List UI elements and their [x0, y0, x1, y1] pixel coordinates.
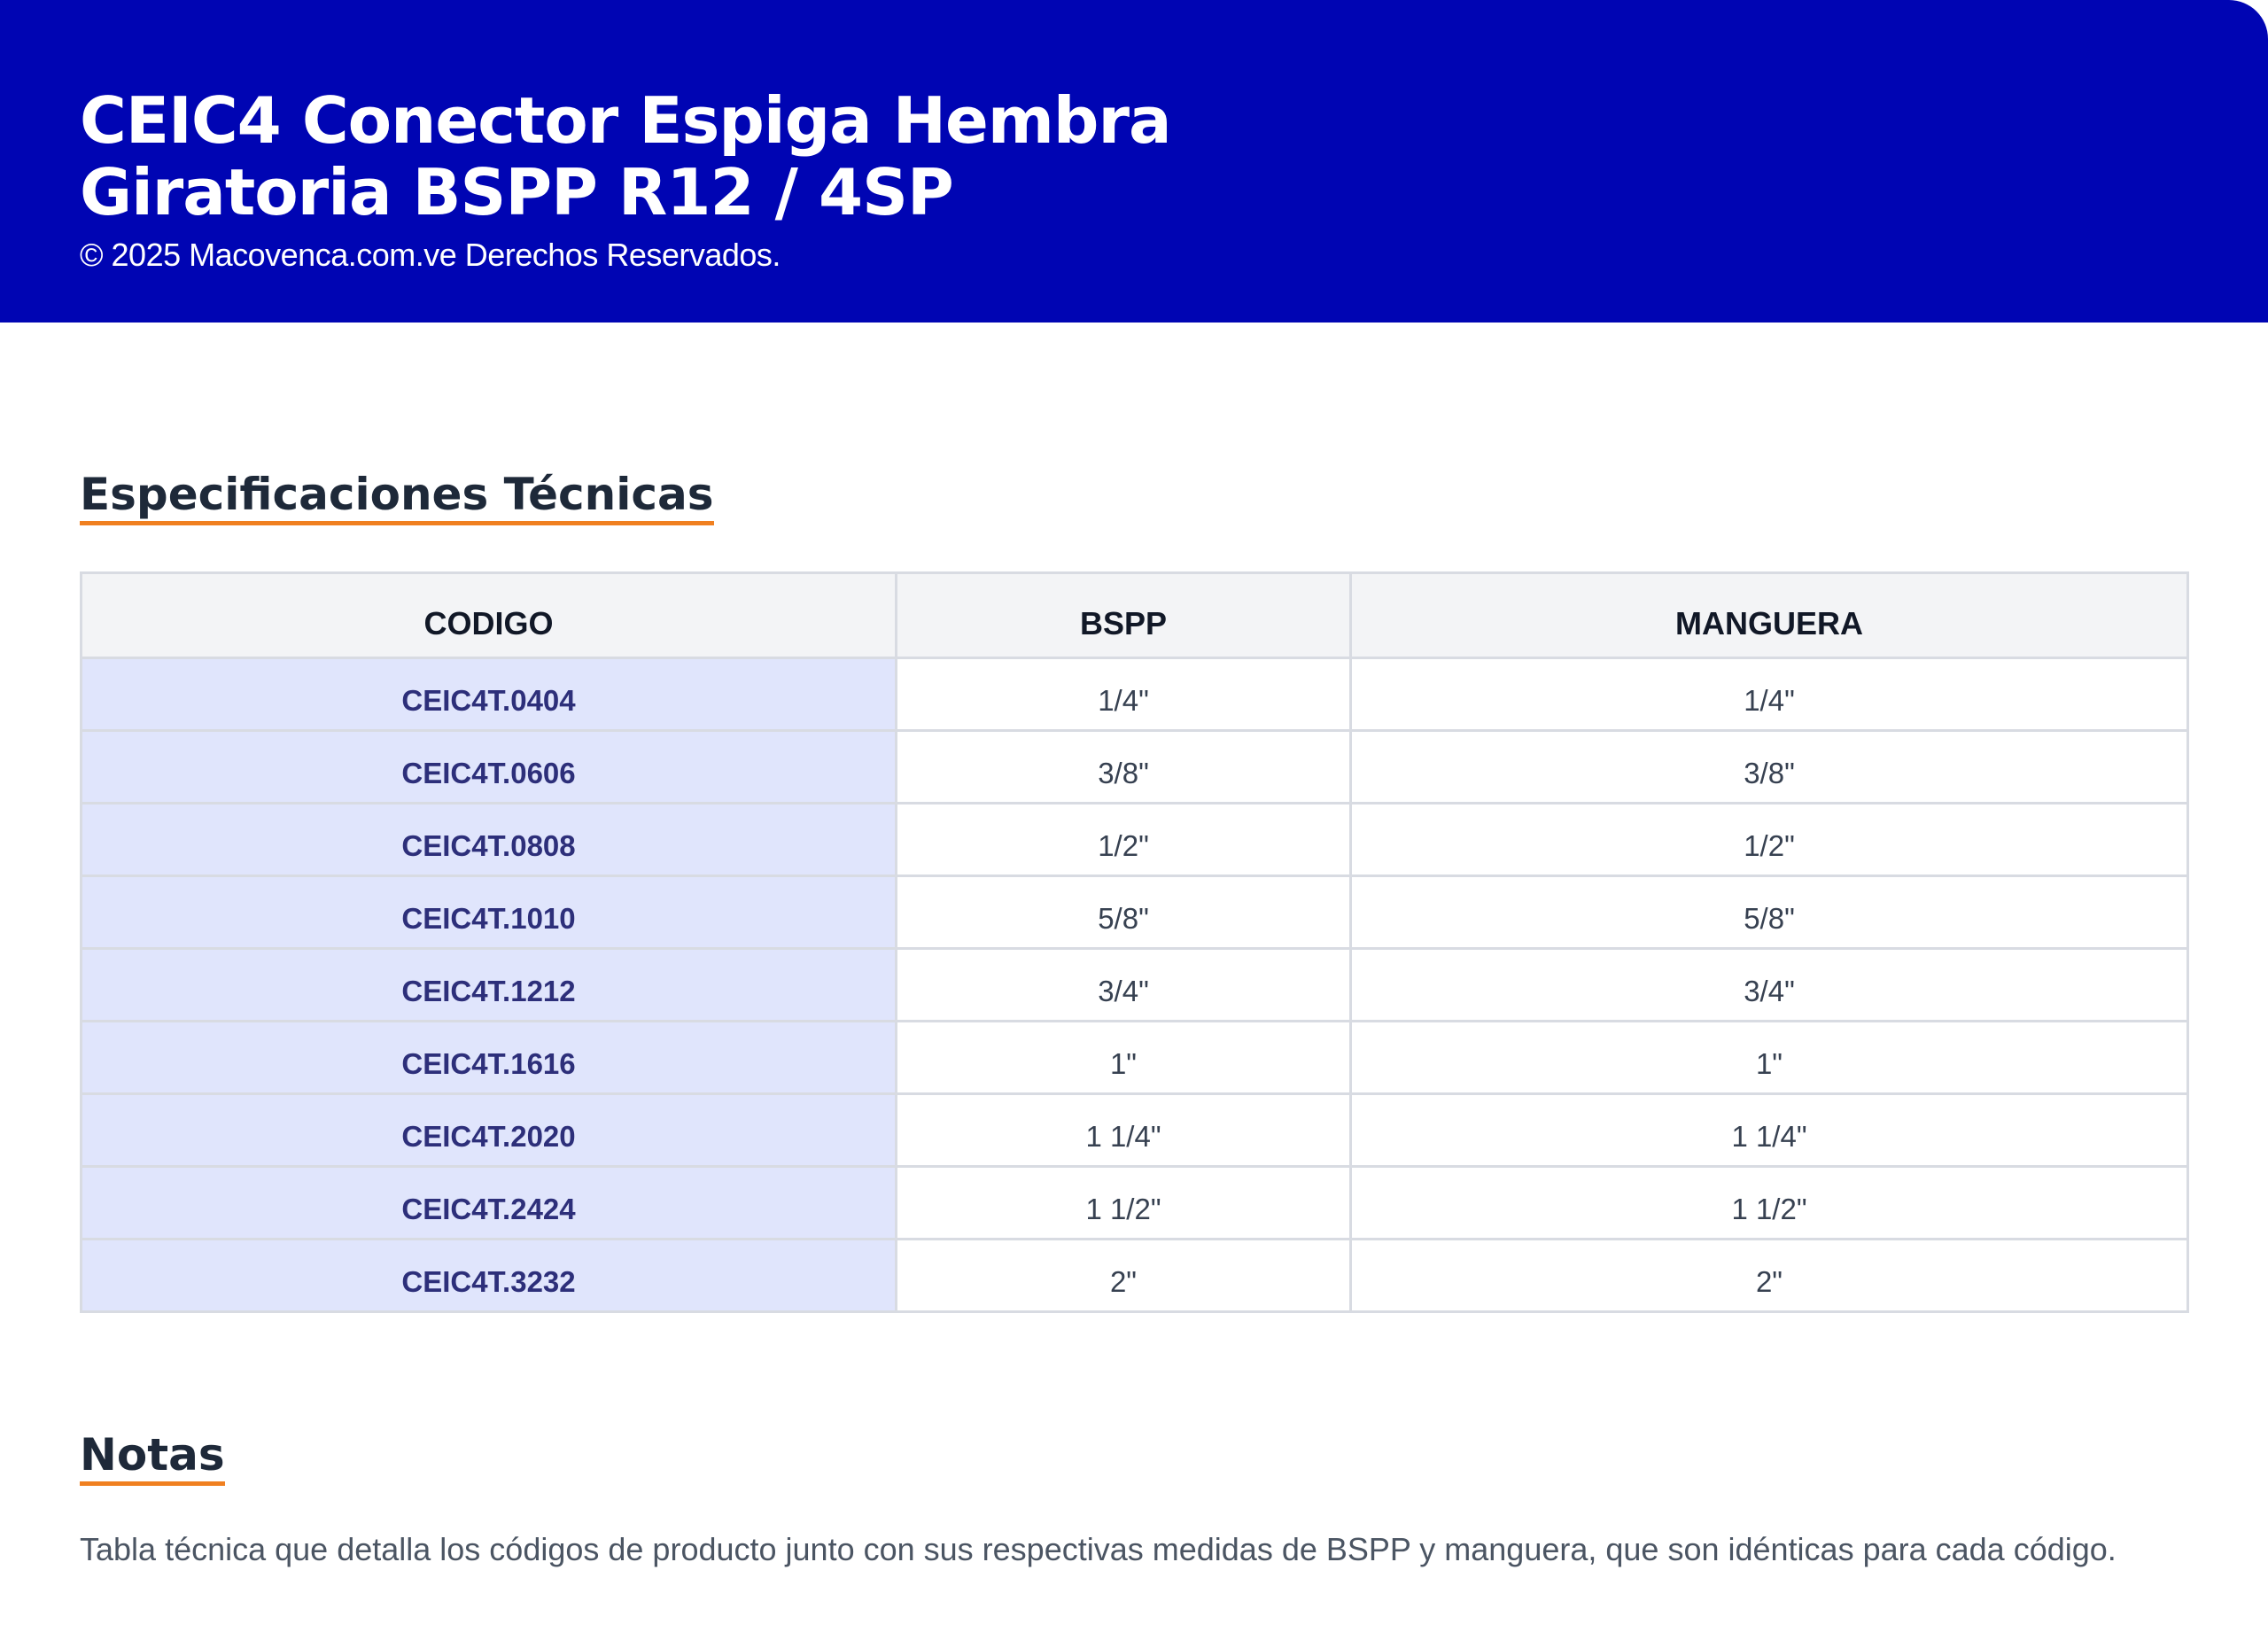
code-cell: CEIC4T.2424	[82, 1167, 897, 1240]
specs-table	[80, 571, 2189, 1313]
table-row	[82, 876, 2188, 949]
manguera-cell: 1"	[1351, 1022, 2188, 1094]
bspp-cell: 1 1/2"	[897, 1167, 1351, 1240]
bspp-cell: 5/8"	[897, 876, 1351, 949]
table-row	[82, 731, 2188, 804]
code-cell: CEIC4T.0404	[82, 658, 897, 731]
notes-text: Tabla técnica que detalla los códigos de producto junto con sus respectivas medidas de BSPP y manguera, que son idénticas para cada código.	[80, 1531, 2117, 1567]
table-row	[82, 1167, 2188, 1240]
column-header-manguera: MANGUERA	[1351, 573, 2188, 658]
bspp-cell: 1/4"	[897, 658, 1351, 731]
table-row	[82, 658, 2188, 731]
manguera-cell: 5/8"	[1351, 876, 2188, 949]
page-title: CEIC4 Conector Espiga Hembra Giratoria BSPP R12 / 4SP	[80, 83, 1171, 229]
column-header-bspp: BSPP	[897, 573, 1351, 658]
manguera-cell: 1/4"	[1351, 658, 2188, 731]
bspp-cell: 3/4"	[897, 949, 1351, 1022]
code-cell: CEIC4T.1010	[82, 876, 897, 949]
table-row	[82, 1240, 2188, 1312]
bspp-cell: 1"	[897, 1022, 1351, 1094]
code-cell: CEIC4T.1616	[82, 1022, 897, 1094]
manguera-cell: 3/4"	[1351, 949, 2188, 1022]
code-cell: CEIC4T.0606	[82, 731, 897, 804]
manguera-cell: 2"	[1351, 1240, 2188, 1312]
table-row	[82, 1022, 2188, 1094]
copyright-text: © 2025 Macovenca.com.ve Derechos Reservados.	[80, 237, 781, 273]
page-header	[0, 0, 2268, 323]
code-cell: CEIC4T.0808	[82, 804, 897, 876]
specs-heading: Especificaciones Técnicas	[80, 468, 714, 525]
manguera-cell: 1/2"	[1351, 804, 2188, 876]
manguera-cell: 1 1/4"	[1351, 1094, 2188, 1167]
bspp-cell: 1/2"	[897, 804, 1351, 876]
table-row	[82, 804, 2188, 876]
bspp-cell: 1 1/4"	[897, 1094, 1351, 1167]
code-cell: CEIC4T.1212	[82, 949, 897, 1022]
table-row	[82, 1094, 2188, 1167]
column-header-codigo: CODIGO	[82, 573, 897, 658]
table-row	[82, 949, 2188, 1022]
bspp-cell: 2"	[897, 1240, 1351, 1312]
table-header-row	[82, 573, 2188, 658]
notes-heading: Notas	[80, 1428, 225, 1486]
manguera-cell: 1 1/2"	[1351, 1167, 2188, 1240]
bspp-cell: 3/8"	[897, 731, 1351, 804]
code-cell: CEIC4T.2020	[82, 1094, 897, 1167]
manguera-cell: 3/8"	[1351, 731, 2188, 804]
code-cell: CEIC4T.3232	[82, 1240, 897, 1312]
